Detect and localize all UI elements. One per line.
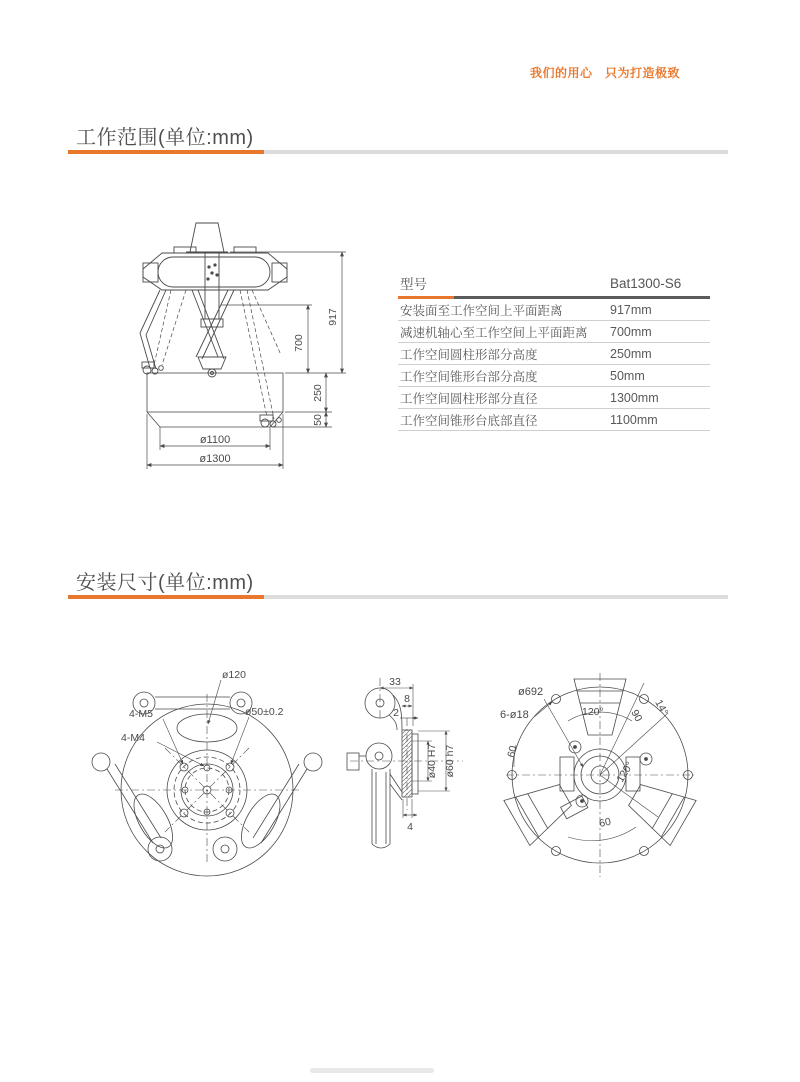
dim-label-120-top: 120°: [582, 706, 604, 718]
spec-value: 250mm: [610, 346, 652, 361]
dim-label-2: 2: [393, 707, 399, 719]
dim-label-d1300: ø1300: [199, 453, 231, 465]
title-underline: [68, 595, 728, 599]
spec-label: 工作空间锥形台底部直径: [400, 413, 538, 428]
spec-value: 1300mm: [610, 390, 659, 405]
base-top-view-drawing: [498, 655, 708, 880]
dim-label-4m5: 4-M5: [129, 708, 153, 720]
dim-label-d120: ø120: [222, 669, 246, 681]
dim-label-50: 50: [312, 414, 324, 426]
table-row: [398, 409, 710, 431]
underline-gray: [264, 150, 728, 154]
spec-label: 减速机轴心至工作空间上平面距离: [400, 325, 588, 340]
dim-label-d50: ø50±0.2: [245, 706, 284, 718]
dim-label-d692: ø692: [518, 686, 544, 698]
dim-label-90: 90: [628, 707, 645, 724]
dim-label-60-left: 60: [505, 744, 520, 759]
robot-work-range-drawing: [100, 205, 350, 470]
work-envelope: [147, 373, 283, 427]
dim-label-250: 250: [312, 384, 324, 402]
dimension-lines: [147, 252, 346, 469]
section-title-work-range: 工作范围(单位:mm): [76, 127, 254, 149]
underline-accent: [68, 595, 264, 599]
table-header-label: 型号: [400, 277, 427, 292]
dim-label-d60h7: ø60 h7: [444, 744, 456, 778]
dim-label-120-right: 120°: [614, 759, 637, 785]
robot-body: [140, 223, 287, 427]
table-row: [398, 365, 710, 387]
spec-table: [398, 270, 710, 431]
side-section-drawing: [345, 658, 470, 858]
spec-label: 安装面至工作空间上平面距离: [400, 303, 563, 318]
underline-accent: [68, 150, 264, 154]
section-title-mounting: 安装尺寸(单位:mm): [76, 572, 254, 594]
dim-label-33: 33: [389, 676, 401, 688]
dim-label-6d18: 6-ø18: [500, 709, 529, 721]
dim-label-8: 8: [404, 693, 410, 705]
brand-slogan: 我们的用心 只为打造极致: [529, 66, 680, 80]
spec-label: 工作空间圆柱形部分直径: [400, 391, 538, 406]
spec-value: 50mm: [610, 368, 645, 383]
table-header: [398, 270, 710, 296]
dim-label-d1100: ø1100: [199, 434, 231, 446]
spec-value: 1100mm: [610, 412, 658, 427]
table-row: [398, 387, 710, 409]
spec-value: 700mm: [610, 324, 652, 339]
flange-bottom-view-drawing: [95, 660, 320, 865]
dim-label-d40h7: ø40 H7: [426, 743, 438, 779]
spec-label: 工作空间锥形台部分高度: [400, 369, 538, 384]
dim-label-60-bottom: 60: [598, 815, 613, 830]
dim-label-700: 700: [293, 334, 305, 352]
dim-label-4: 4: [407, 821, 413, 833]
dim-label-14: 14°: [652, 697, 671, 718]
spec-value: 917mm: [610, 302, 652, 317]
dim-label-917: 917: [327, 308, 339, 326]
table-row: [398, 343, 710, 365]
table-header-value: Bat1300-S6: [610, 275, 682, 291]
title-underline: [68, 150, 728, 154]
table-row: [398, 321, 710, 343]
spec-label: 工作空间圆柱形部分高度: [400, 347, 538, 362]
underline-gray: [264, 595, 728, 599]
footer-bar: [310, 1068, 434, 1073]
dim-label-4m4: 4-M4: [121, 732, 145, 744]
table-row: [398, 299, 710, 321]
